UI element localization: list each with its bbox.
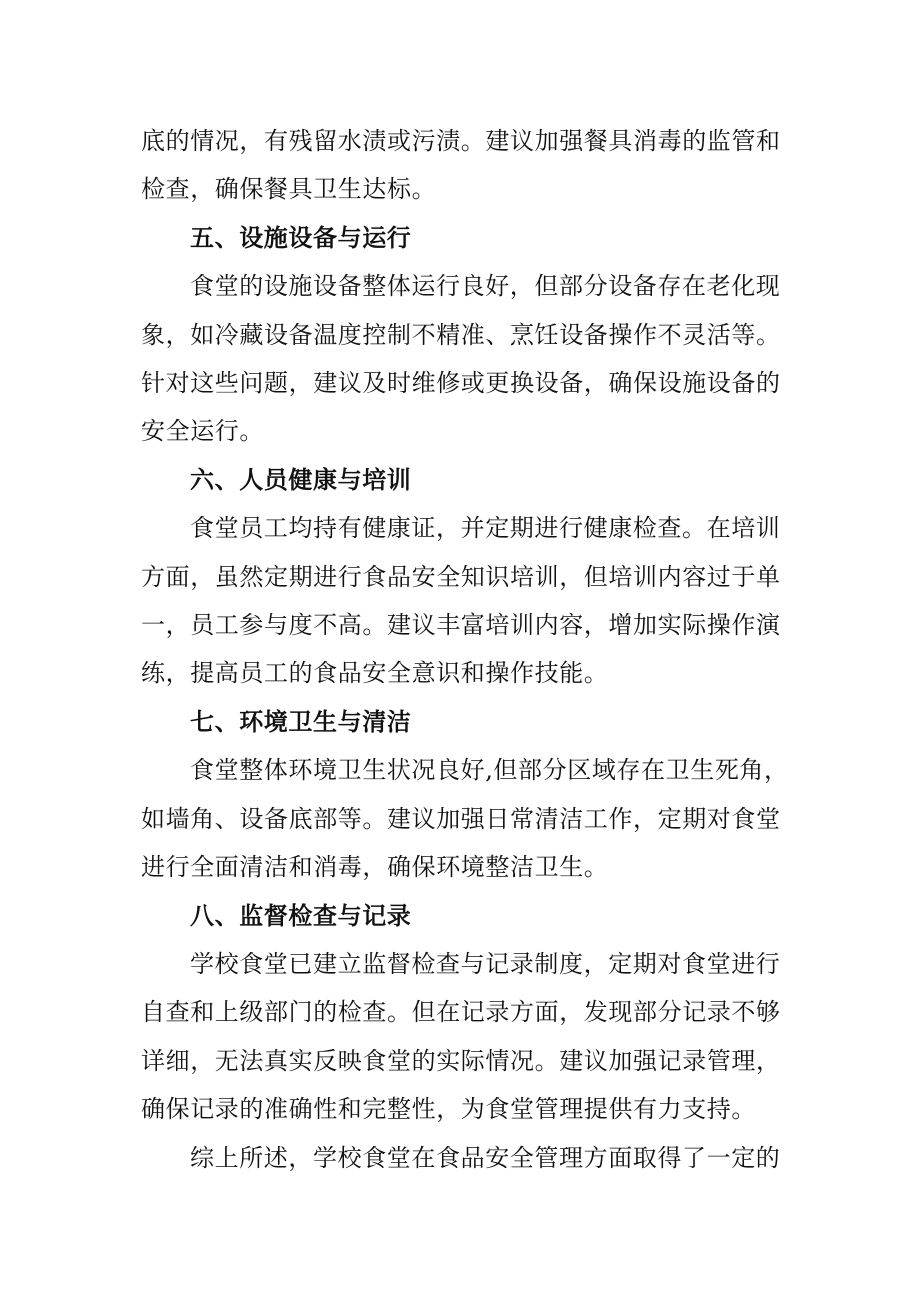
section-5-line-4: 安全运行。 — [141, 417, 264, 445]
section-5-line-1: 食堂的设施设备整体运行良好，但部分设备存在老化现 — [190, 272, 781, 300]
section-5-line-3: 针对这些问题，建议及时维修或更换设备，确保设施设备的 — [141, 369, 781, 397]
section-6-heading: 六、人员健康与培训 — [190, 466, 412, 494]
section-7-line-1: 食堂整体环境卫生状况良好,但部分区域存在卫生死角， — [190, 756, 789, 784]
section-8-line-4: 确保记录的准确性和完整性，为食堂管理提供有力支持。 — [141, 1095, 756, 1123]
section-8-line-3: 详细，无法真实反映食堂的实际情况。建议加强记录管理， — [141, 1047, 781, 1075]
conclusion-line-1: 综上所述，学校食堂在食品安全管理方面取得了一定的 — [190, 1144, 781, 1172]
section-8-line-2: 自查和上级部门的检查。但在记录方面，发现部分记录不够 — [141, 998, 781, 1026]
section-6-line-2: 方面，虽然定期进行食品安全知识培训，但培训内容过于单 — [141, 563, 781, 591]
section-8-heading: 八、监督检查与记录 — [190, 902, 412, 930]
section-7-line-3: 进行全面清洁和消毒，确保环境整洁卫生。 — [141, 853, 609, 881]
section-7-line-2: 如墙角、设备底部等。建议加强日常清洁工作，定期对食堂 — [141, 805, 781, 833]
section-6-line-3: 一，员工参与度不高。建议丰富培训内容，增加实际操作演 — [141, 611, 781, 639]
section-7-heading: 七、环境卫生与清洁 — [190, 708, 412, 736]
intro-line-2: 检查，确保餐具卫生达标。 — [141, 175, 437, 203]
section-5-heading: 五、设施设备与运行 — [190, 224, 412, 252]
section-5-line-2: 象，如冷藏设备温度控制不精准、烹饪设备操作不灵活等。 — [141, 321, 781, 349]
section-6-line-1: 食堂员工均持有健康证，并定期进行健康检查。在培训 — [190, 514, 781, 542]
section-6-line-4: 练，提高员工的食品安全意识和操作技能。 — [141, 659, 609, 687]
intro-line-1: 底的情况，有残留水渍或污渍。建议加强餐具消毒的监管和 — [141, 127, 781, 155]
section-8-line-1: 学校食堂已建立监督检查与记录制度，定期对食堂进行 — [190, 950, 781, 978]
